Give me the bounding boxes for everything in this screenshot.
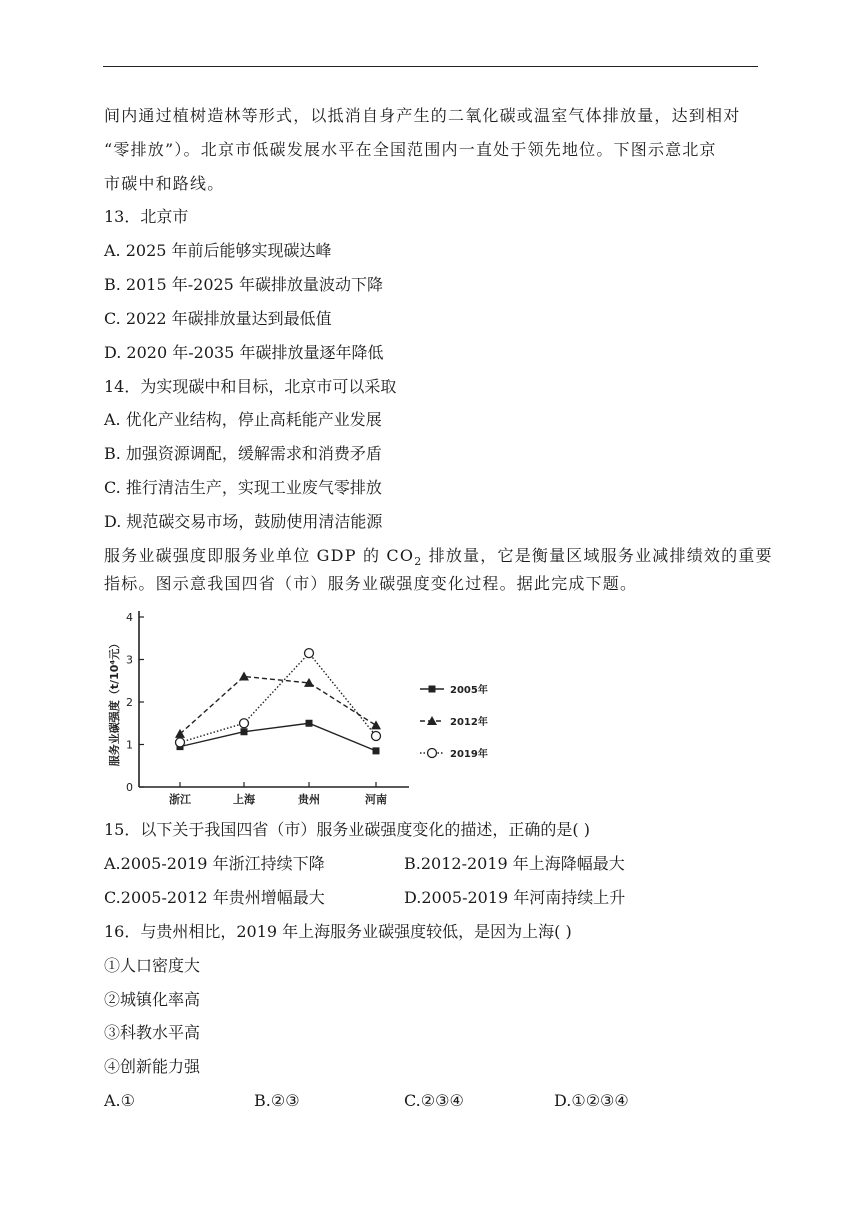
y-axis-label: 服务业碳强度（t/10⁴元） <box>108 637 121 767</box>
q16-statement-3: ③科教水平高 <box>104 1023 201 1042</box>
passage1-line2: “零排放”）。北京市低碳发展水平在全国范围内一直处于领先地位。下图示意北京 <box>104 140 717 159</box>
q15-option-c: C.2005-2012 年贵州增幅最大 <box>104 888 325 907</box>
legend-marker-2019年 <box>428 749 437 758</box>
data-point-2019年-浙江 <box>176 738 185 747</box>
q13-option-d: D. 2020 年-2035 年碳排放量逐年降低 <box>104 343 384 362</box>
q13-stem: 13．北京市 <box>104 207 189 226</box>
q13-option-c: C. 2022 年碳排放量达到最低值 <box>104 309 332 328</box>
q16-option-b: B.②③ <box>254 1091 300 1110</box>
data-point-2019年-上海 <box>240 719 249 728</box>
data-point-2005年-贵州 <box>306 720 313 727</box>
x-tick-label: 浙江 <box>169 793 191 806</box>
q14-stem: 14．为实现碳中和目标，北京市可以采取 <box>104 377 397 396</box>
q16-option-a: A.① <box>104 1091 135 1110</box>
y-tick-label: 4 <box>126 611 133 624</box>
q14-option-d: D. 规范碳交易市场，鼓励使用清洁能源 <box>104 512 383 531</box>
passage2-line2: 指标。图示意我国四省（市）服务业碳强度变化过程。据此完成下题。 <box>104 574 638 593</box>
data-point-2012年-浙江 <box>175 729 185 738</box>
legend-label-2019年: 2019年 <box>450 749 488 760</box>
y-tick-label: 2 <box>126 696 133 709</box>
q15-option-b: B.2012-2019 年上海降幅最大 <box>404 854 625 873</box>
passage2-line1: 服务业碳强度即服务业单位 GDP 的 $CO_2$ 排放量，它是衡量区域服务业减排绩效的重要 <box>104 546 773 569</box>
q13-option-a: A. 2025 年前后能够实现碳达峰 <box>104 241 332 260</box>
q15-option-d: D.2005-2019 年河南持续上升 <box>404 888 626 907</box>
data-point-2005年-上海 <box>241 728 248 735</box>
series-line-2005年 <box>180 723 376 751</box>
q16-option-d: D.①②③④ <box>554 1091 629 1110</box>
data-point-2012年-河南 <box>371 720 381 729</box>
data-point-2019年-贵州 <box>305 649 314 658</box>
legend-marker-2005年 <box>429 686 436 693</box>
q16-statement-2: ②城镇化率高 <box>104 990 201 1009</box>
data-point-2019年-河南 <box>372 732 381 741</box>
y-tick-label: 3 <box>126 653 133 667</box>
legend-label-2012年: 2012年 <box>450 717 488 728</box>
q16-option-c: C.②③④ <box>404 1091 464 1110</box>
carbon-intensity-chart <box>104 602 524 808</box>
y-tick-label: 0 <box>126 781 133 794</box>
q14-option-b: B. 加强资源调配，缓解需求和消费矛盾 <box>104 444 382 463</box>
q16-statement-1: ①人口密度大 <box>104 956 201 975</box>
passage1-line1: 间内通过植树造林等形式，以抵消自身产生的二氧化碳或温室气体排放量，达到相对 <box>104 106 741 125</box>
q16-stem: 16．与贵州相比，2019 年上海服务业碳强度较低，是因为上海( ) <box>104 922 572 941</box>
q15-option-a: A.2005-2019 年浙江持续下降 <box>104 854 325 873</box>
series-line-2012年 <box>180 677 376 734</box>
q15-stem: 15．以下关于我国四省（市）服务业碳强度变化的描述，正确的是( ) <box>104 820 590 839</box>
x-tick-label: 上海 <box>233 793 255 806</box>
y-tick-label: 1 <box>126 738 133 752</box>
q14-option-c: C. 推行清洁生产，实现工业废气零排放 <box>104 478 382 497</box>
q16-statement-4: ④创新能力强 <box>104 1057 201 1076</box>
series-line-2019年 <box>180 653 376 742</box>
passage1-line3: 市碳中和路线。 <box>104 174 225 193</box>
header-rule <box>103 66 758 67</box>
x-tick-label: 河南 <box>365 793 387 806</box>
x-tick-label: 贵州 <box>298 793 320 806</box>
data-point-2012年-上海 <box>239 672 249 681</box>
data-point-2005年-河南 <box>373 747 380 754</box>
q13-option-b: B. 2015 年-2025 年碳排放量波动下降 <box>104 275 383 294</box>
legend-label-2005年: 2005年 <box>450 685 488 696</box>
q14-option-a: A. 优化产业结构，停止高耗能产业发展 <box>104 410 382 429</box>
